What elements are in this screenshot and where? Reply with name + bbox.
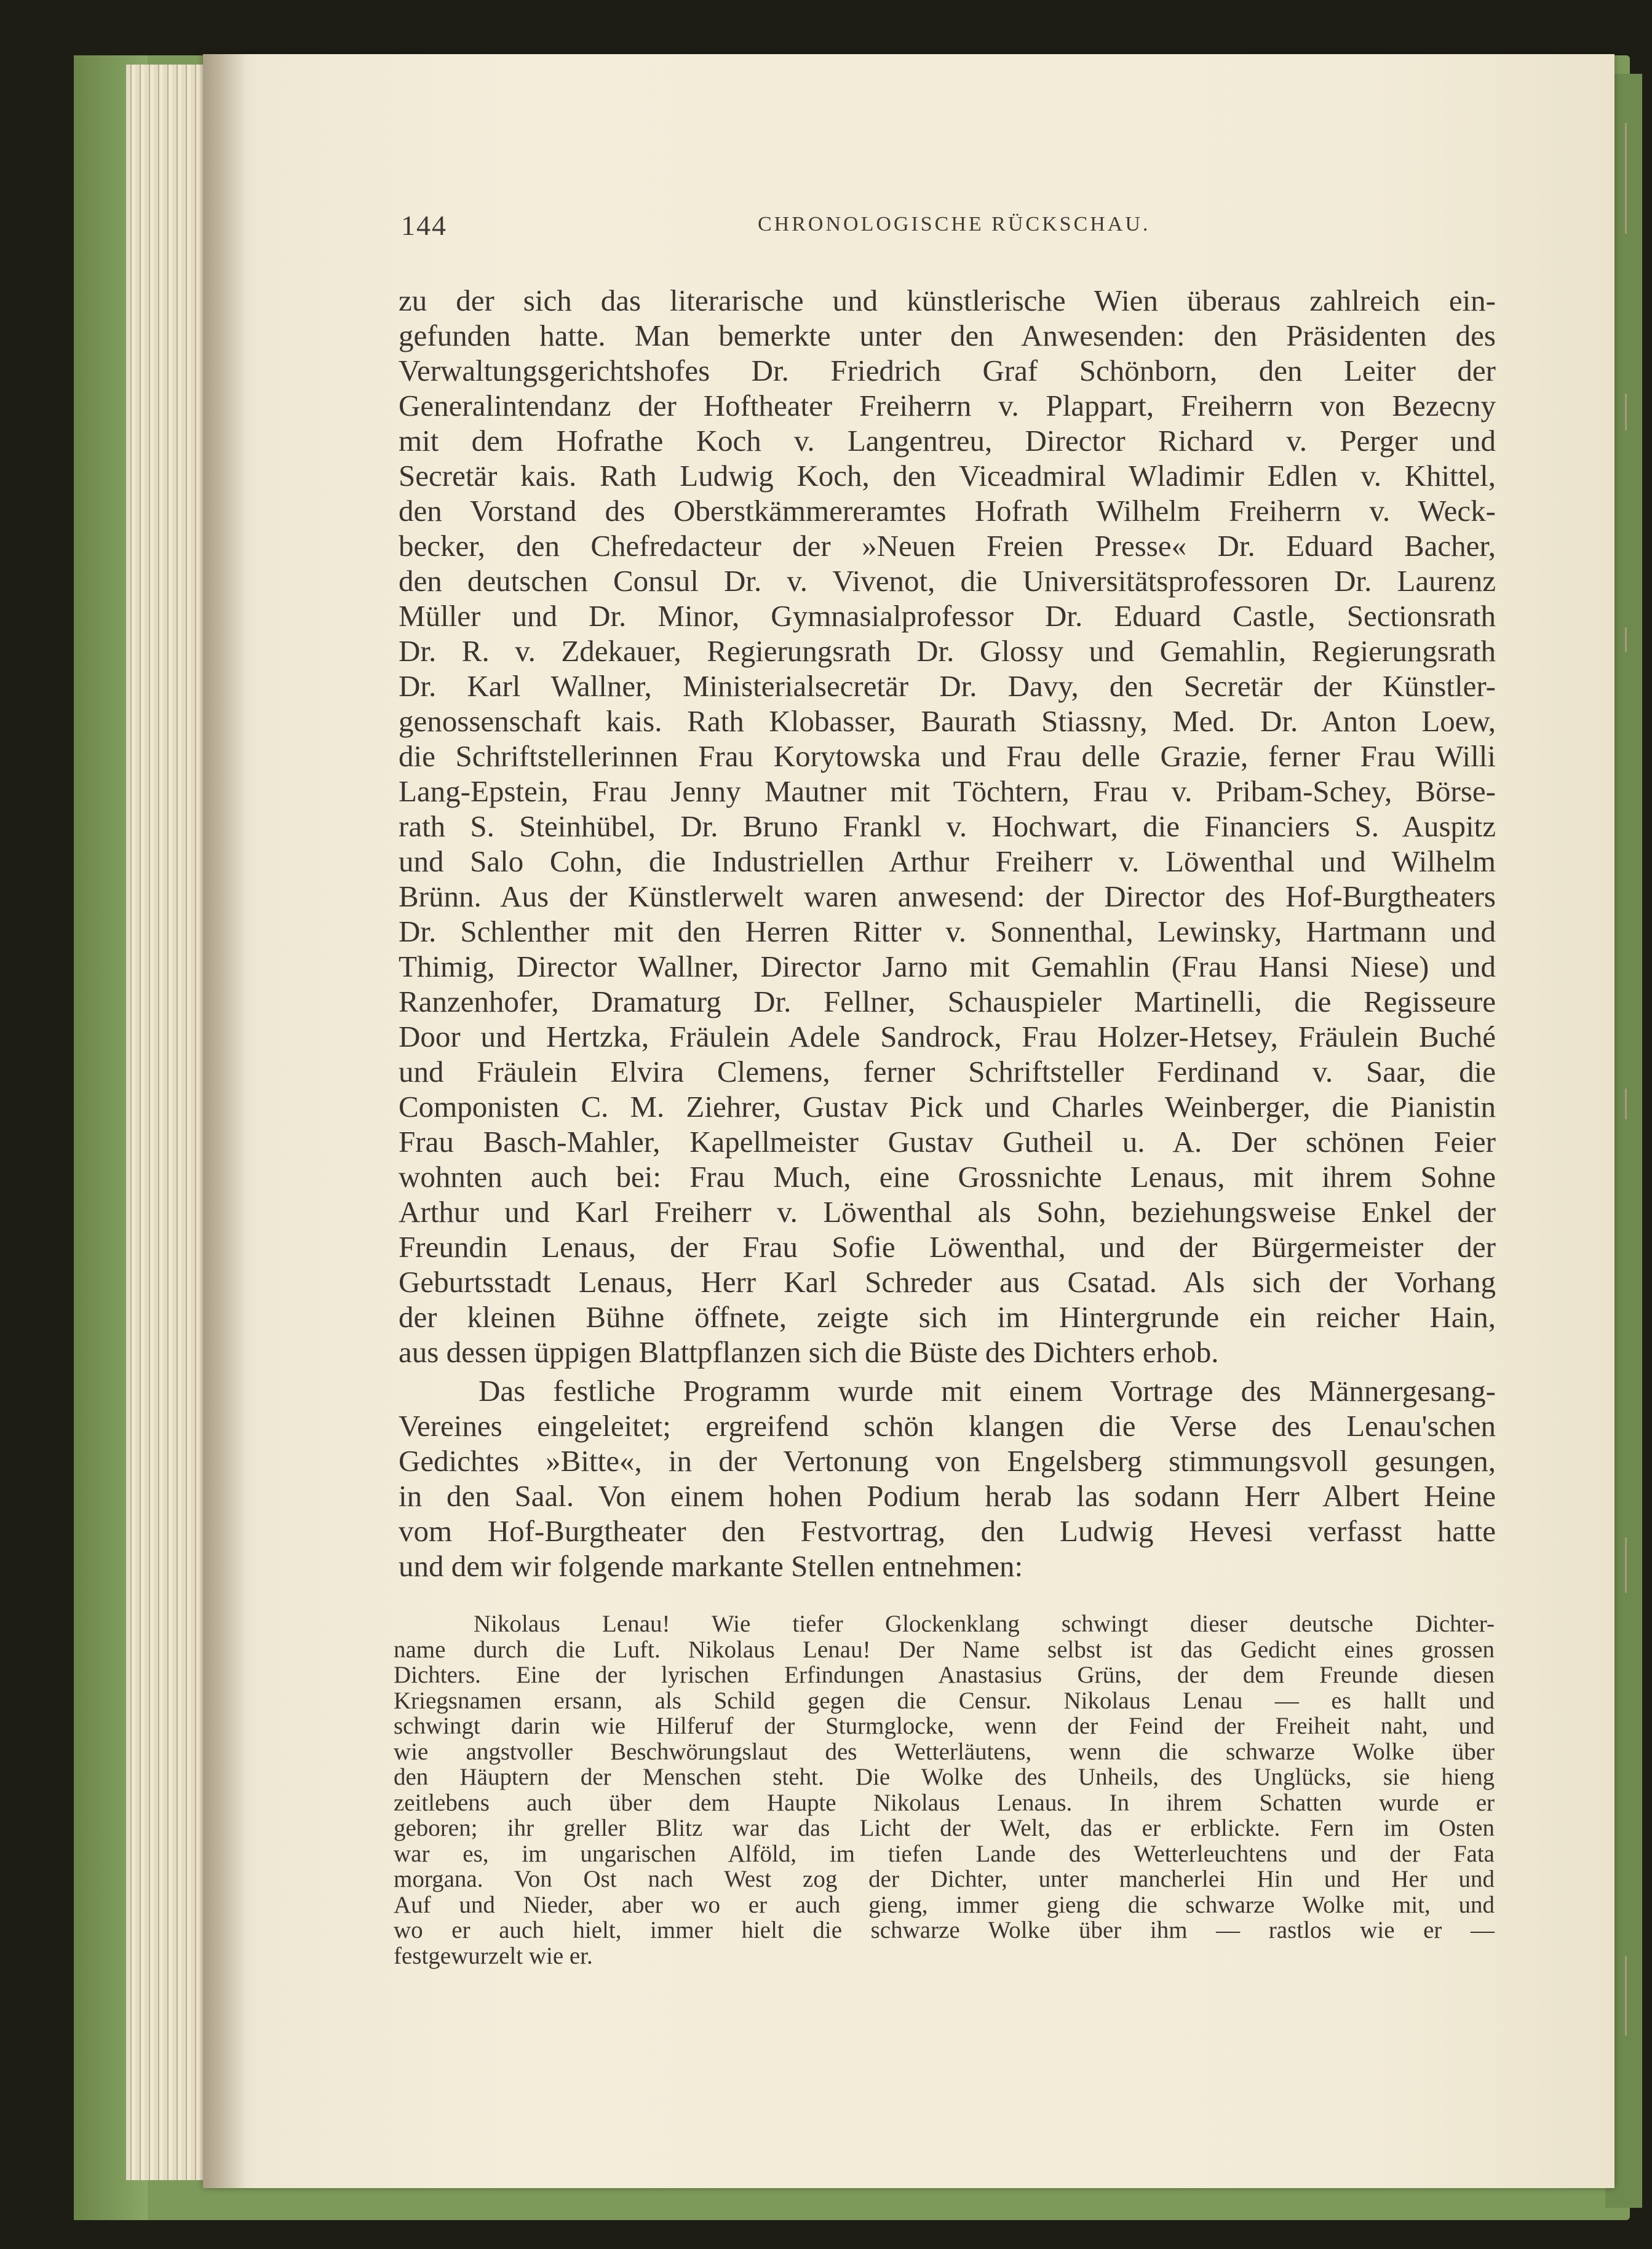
body-line: Door und Hertzka, Fräulein Adele Sandrock, Frau Holzer-Hetsey, Fräulein Buché [399, 1020, 1496, 1053]
page-number: 144 [401, 210, 447, 241]
body-line: Arthur und Karl Freiherr v. Löwenthal als Sohn, beziehungsweise Enkel der [399, 1195, 1496, 1229]
quote-line: name durch die Luft. Nikolaus Lenau! Der Name selbst ist das Gedicht eines grossen [394, 1636, 1495, 1663]
gutter-shadow [203, 54, 246, 2188]
body-line: mit dem Hofrathe Koch v. Langentreu, Director Richard v. Perger und [399, 424, 1496, 458]
body-para2-line: Vereines eingeleitet; ergreifend schön klangen die Verse des Lenau'schen [399, 1409, 1496, 1443]
body-line: Generalintendanz der Hoftheater Freiherrn v. Plappart, Freiherrn von Bezecny [399, 389, 1496, 422]
body-text [399, 283, 1496, 1584]
quote-line: den Häuptern der Menschen steht. Die Wolke des Unheils, des Unglücks, sie hieng [394, 1764, 1495, 1790]
quote-line: Dichters. Eine der lyrischen Erfindungen Anastasius Grüns, der dem Freunde diesen [394, 1662, 1495, 1688]
body-line: Verwaltungsgerichtshofes Dr. Friedrich Graf Schönborn, den Leiter der [399, 354, 1496, 387]
quote-line: Auf und Nieder, aber wo er auch gieng, immer gieng die schwarze Wolke mit, und [394, 1891, 1495, 1918]
body-line: Brünn. Aus der Künstlerwelt waren anwesend: der Director des Hof-Burgtheaters [399, 879, 1496, 913]
body-para2-line: Das festliche Programm wurde mit einem Vortrage des Männergesang- [479, 1374, 1496, 1408]
body-line: aus dessen üppigen Blattpflanzen sich die Büste des Dichters erhob. [399, 1335, 1219, 1369]
body-line: der kleinen Bühne öffnete, zeigte sich im Hintergrunde ein reicher Hain, [399, 1300, 1496, 1334]
body-line: zu der sich das literarische und künstlerische Wien überaus zahlreich ein- [399, 284, 1496, 317]
body-line: genossenschaft kais. Rath Klobasser, Baurath Stiassny, Med. Dr. Anton Loew, [399, 704, 1496, 738]
body-line: Thimig, Director Wallner, Director Jarno mit Gemahlin (Frau Hansi Niese) und [399, 950, 1496, 983]
body-para2-line: Gedichtes »Bitte«, in der Vertonung von Engelsberg stimmungsvoll gesungen, [399, 1444, 1496, 1478]
quote-line: schwingt darin wie Hilferuf der Sturmglocke, wenn der Feind der Freiheit naht, und [394, 1713, 1495, 1739]
quote-line: festgewurzelt wie er. [394, 1942, 593, 1969]
body-line: Geburtsstadt Lenaus, Herr Karl Schreder aus Csatad. Als sich der Vorhang [399, 1265, 1496, 1299]
quote-line: war es, im ungarischen Alföld, im tiefen Lande des Wetterleuchtens und der Fata [394, 1840, 1495, 1867]
body-line: Dr. R. v. Zdekauer, Regierungsrath Dr. Glossy und Gemahlin, Regierungsrath [399, 634, 1496, 668]
quote-line: zeitlebens auch über dem Haupte Nikolaus Lenaus. In ihrem Schatten wurde er [394, 1789, 1495, 1816]
body-line: und Fräulein Elvira Clemens, ferner Schriftsteller Ferdinand v. Saar, die [399, 1055, 1496, 1089]
quote-line: Nikolaus Lenau! Wie tiefer Glockenklang schwingt dieser deutsche Dichter- [474, 1611, 1495, 1637]
quote-line: geboren; ihr greller Blitz war das Licht der Welt, das er erblickte. Fern im Osten [394, 1815, 1495, 1841]
body-line: Frau Basch-Mahler, Kapellmeister Gustav Gutheil u. A. Der schönen Feier [399, 1125, 1496, 1159]
body-line: Lang-Epstein, Frau Jenny Mautner mit Töchtern, Frau v. Pribam-Schey, Börse- [399, 774, 1496, 808]
quote-line: wo er auch hielt, immer hielt die schwarze Wolke über ihm — rastlos wie er — [394, 1917, 1495, 1943]
body-line: Secretär kais. Rath Ludwig Koch, den Viceadmiral Wladimir Edlen v. Khittel, [399, 459, 1496, 493]
body-line: den deutschen Consul Dr. v. Vivenot, die Universitätsprofessoren Dr. Laurenz [399, 564, 1496, 598]
body-line: wohnten auch bei: Frau Much, eine Grossnichte Lenaus, mit ihrem Sohne [399, 1160, 1496, 1194]
body-line: Müller und Dr. Minor, Gymnasialprofessor Dr. Eduard Castle, Sectionsrath [399, 599, 1496, 633]
quote-line: Kriegsnamen ersann, als Schild gegen die Censur. Nikolaus Lenau — es hallt und [394, 1687, 1495, 1714]
margin-marks [1616, 74, 1641, 2208]
quoted-passage [394, 1611, 1495, 1969]
body-para2-line: und dem wir folgende markante Stellen entnehmen: [399, 1549, 1023, 1583]
quote-line: wie angstvoller Beschwörungslaut des Wetterläutens, wenn die schwarze Wolke über [394, 1738, 1495, 1765]
body-line: Freundin Lenaus, der Frau Sofie Löwenthal, und der Bürgermeister der [399, 1230, 1496, 1264]
body-line: gefunden hatte. Man bemerkte unter den Anwesenden: den Präsidenten des [399, 319, 1496, 352]
body-line: Dr. Karl Wallner, Ministerialsecretär Dr. Davy, den Secretär der Künstler- [399, 669, 1496, 703]
body-line: und Salo Cohn, die Industriellen Arthur Freiherr v. Löwenthal und Wilhelm [399, 844, 1496, 878]
body-line: Componisten C. M. Ziehrer, Gustav Pick und Charles Weinberger, die Pianistin [399, 1090, 1496, 1124]
body-line: Dr. Schlenther mit den Herren Ritter v. Sonnenthal, Lewinsky, Hartmann und [399, 914, 1496, 948]
quote-line: morgana. Von Ost nach West zog der Dichter, unter mancherlei Hin und Her und [394, 1866, 1495, 1892]
body-line: die Schriftstellerinnen Frau Korytowska und Frau delle Grazie, ferner Frau Willi [399, 739, 1496, 773]
body-line: Ranzenhofer, Dramaturg Dr. Fellner, Schauspieler Martinelli, die Regisseure [399, 985, 1496, 1018]
body-para2-line: vom Hof-Burgtheater den Festvortrag, den Ludwig Hevesi verfasst hatte [399, 1514, 1496, 1548]
body-line: den Vorstand des Oberstkämmereramtes Hofrath Wilhelm Freiherrn v. Weck- [399, 494, 1496, 528]
body-line: rath S. Steinhübel, Dr. Bruno Frankl v. Hochwart, die Financiers S. Auspitz [399, 809, 1496, 843]
running-head: CHRONOLOGISCHE RÜCKSCHAU. [758, 213, 1151, 236]
page-header [401, 209, 1508, 246]
body-line: becker, den Chefredacteur der »Neuen Freien Presse« Dr. Eduard Bacher, [399, 529, 1496, 563]
body-para2-line: in den Saal. Von einem hohen Podium herab las sodann Herr Albert Heine [399, 1479, 1496, 1513]
